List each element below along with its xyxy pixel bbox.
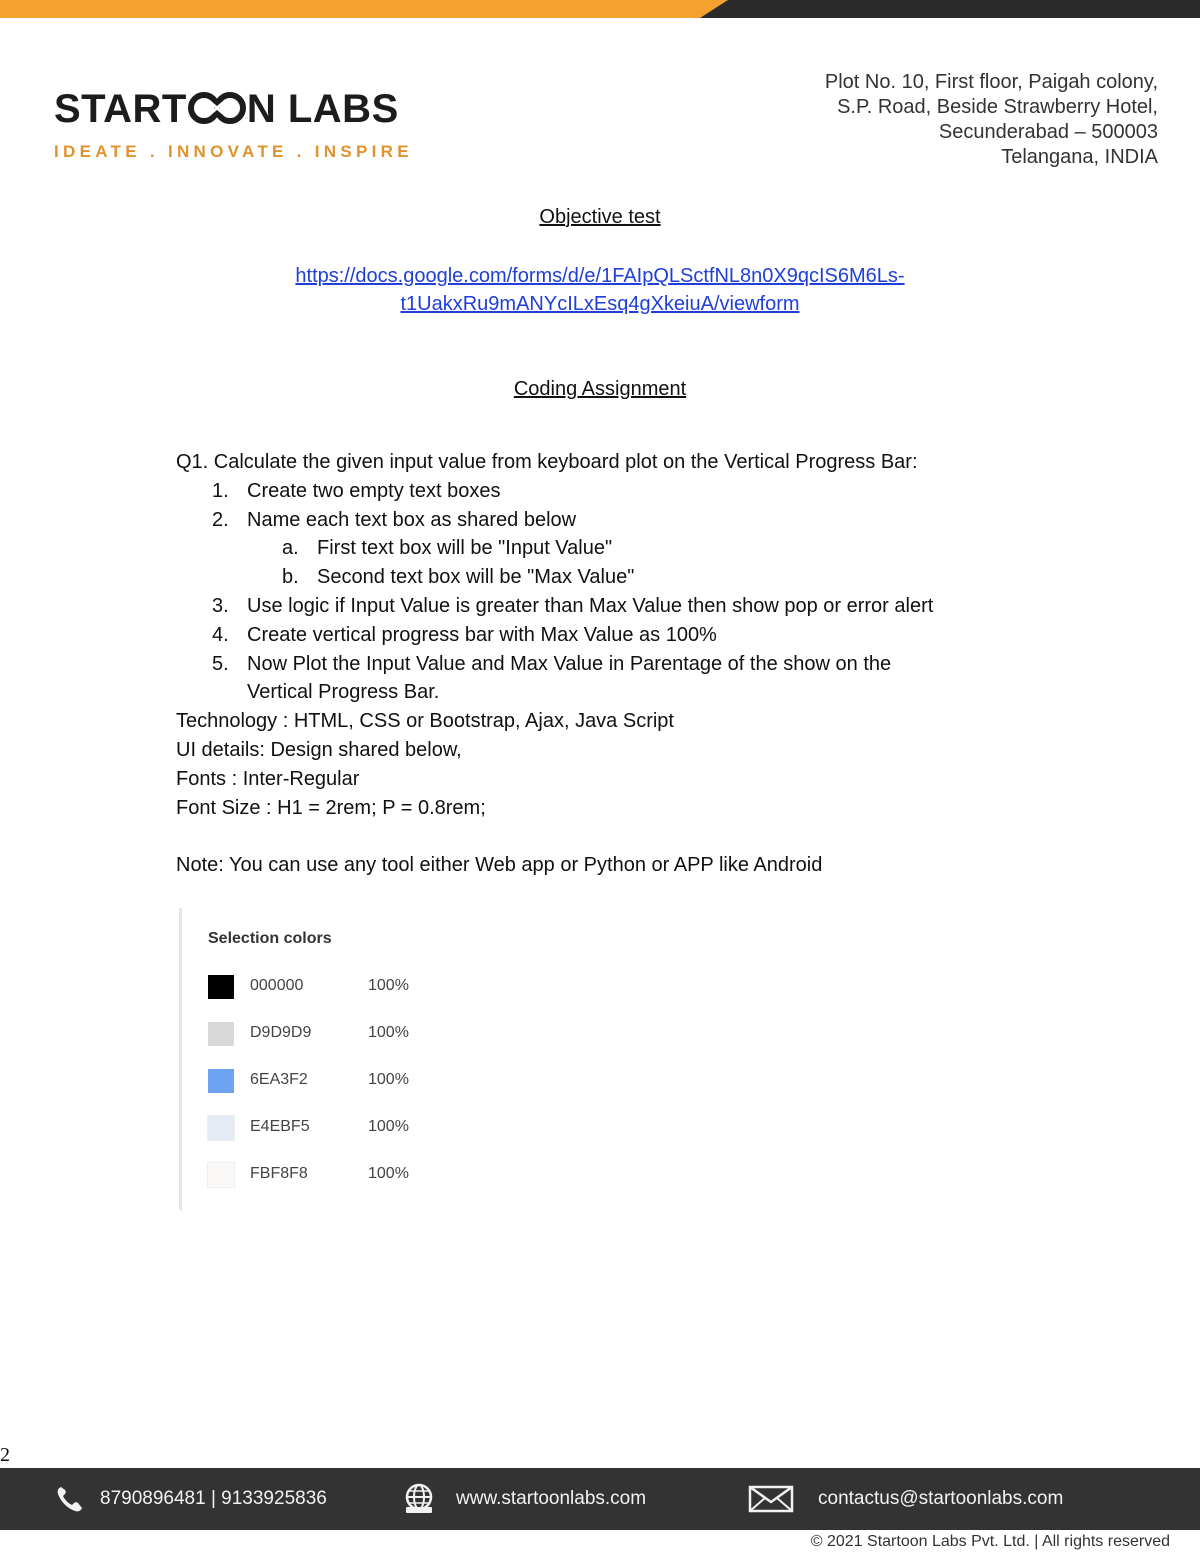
ui-details-text: UI details: Design shared below, [176,738,462,761]
step-text: Create vertical progress bar with Max Value as 100% [247,623,717,646]
top-band-orange [0,0,730,18]
question-line [176,448,918,477]
swatch-hex: 6EA3F2 [250,1071,308,1088]
step-3 [176,592,934,621]
top-band [0,0,1200,18]
footer-website[interactable] [400,1468,646,1530]
page-number: 2 [0,1444,10,1466]
swatch-opacity: 100% [368,1024,409,1041]
footer-phone [54,1468,327,1530]
step-text: Create two empty text boxes [247,479,501,502]
selection-colors-panel [179,908,482,1210]
question-text: Q1. Calculate the given input value from keyboard plot on the Vertical Progress Bar: [176,451,918,473]
color-swatch [208,975,234,999]
swatch-opacity: 100% [368,1165,409,1182]
swatch-hex: FBF8F8 [250,1165,308,1182]
address-line-1: Plot No. 10, First floor, Paigah colony, [824,71,1158,93]
company-address [825,70,1158,170]
ui-details-line [176,736,918,765]
logo-text-start: START [54,87,187,131]
fonts-line [176,765,918,794]
sub-step-text: Second text box will be "Max Value" [317,566,635,589]
sub-step-letter: b. [282,566,299,589]
step-text: Use logic if Input Value is greater than Max Value then show pop or error alert [247,594,934,617]
address-line-4: Telangana, INDIA [1001,146,1158,168]
assignment-body [176,448,934,880]
copyright-text: © 2021 Startoon Labs Pvt. Ltd. | All rights reserved [810,1533,1170,1550]
logo-tagline: IDEATE . INNOVATE . INSPIRE [54,142,413,161]
email-link[interactable]: contactus@startoonlabs.com [818,1488,1064,1509]
logo-text-end: N LABS [246,87,399,131]
technology-text: Technology : HTML, CSS or Bootstrap, Ajax, Java Script [176,710,674,733]
color-swatch [208,1022,234,1046]
swatch-hex: D9D9D9 [250,1024,312,1041]
font-size-line [176,794,918,823]
step-text: Vertical Progress Bar. [247,681,440,704]
step-number: 4. [212,623,229,646]
fonts-text: Fonts : Inter-Regular [176,767,360,790]
phone-icon [54,1484,86,1514]
step-5-continued [176,678,918,707]
sub-step-text: First text box will be "Input Value" [317,537,613,560]
address-line-2: S.P. Road, Beside Strawberry Hotel, [837,96,1158,118]
technology-line [176,707,918,736]
palette-title: Selection colors [208,930,332,947]
phone-numbers: 8790896481 | 9133925836 [100,1488,327,1509]
color-swatch [208,1116,234,1140]
swatch-opacity: 100% [368,1071,409,1088]
swatch-opacity: 100% [368,977,409,994]
step-text: Now Plot the Input Value and Max Value in Parentage of the show on the [247,652,892,675]
note-line [176,851,918,880]
objective-test-heading: Objective test [539,206,661,228]
link-line-1[interactable]: https://docs.google.com/forms/d/e/1FAIpQLSctfNL8n0X9qcIS6M6Ls- [295,265,905,287]
color-swatch [208,1069,234,1093]
coding-assignment-heading: Coding Assignment [513,378,687,400]
footer-bar [0,1468,1200,1530]
swatch-opacity: 100% [368,1118,409,1135]
objective-test-link[interactable] [0,262,1200,318]
step-text: Name each text box as shared below [247,508,577,531]
step-5 [176,650,918,679]
note-text: Note: You can use any tool either Web app or Python or APP like Android [176,854,823,877]
font-size-text: Font Size : H1 = 2rem; P = 0.8rem; [176,796,486,819]
step-number: 2. [212,508,229,531]
company-logo [54,86,413,162]
color-swatch [208,1163,234,1187]
step-number: 5. [212,652,229,675]
address-line-3: Secunderabad – 500003 [938,121,1158,143]
link-line-2[interactable]: t1UakxRu9mANYcILxEsq4gXkeiuA/viewform [400,293,800,315]
spacer [176,822,918,851]
swatch-hex: E4EBF5 [250,1118,310,1135]
step-number: 1. [212,479,229,502]
sub-step-a [176,534,918,563]
logo-infinity-icon [187,90,247,136]
swatch-hex: 000000 [250,977,304,994]
step-1 [176,477,918,506]
logo-wordmark [54,86,413,136]
footer-email[interactable] [748,1468,1063,1530]
step-2 [176,506,918,535]
top-band-dark [700,0,1200,18]
mail-icon [748,1484,794,1514]
sub-step-letter: a. [282,537,299,560]
step-number: 3. [212,594,229,617]
website-link[interactable]: www.startoonlabs.com [456,1488,647,1509]
step-4 [176,621,918,650]
globe-icon [400,1482,438,1516]
sub-step-b [176,563,918,592]
